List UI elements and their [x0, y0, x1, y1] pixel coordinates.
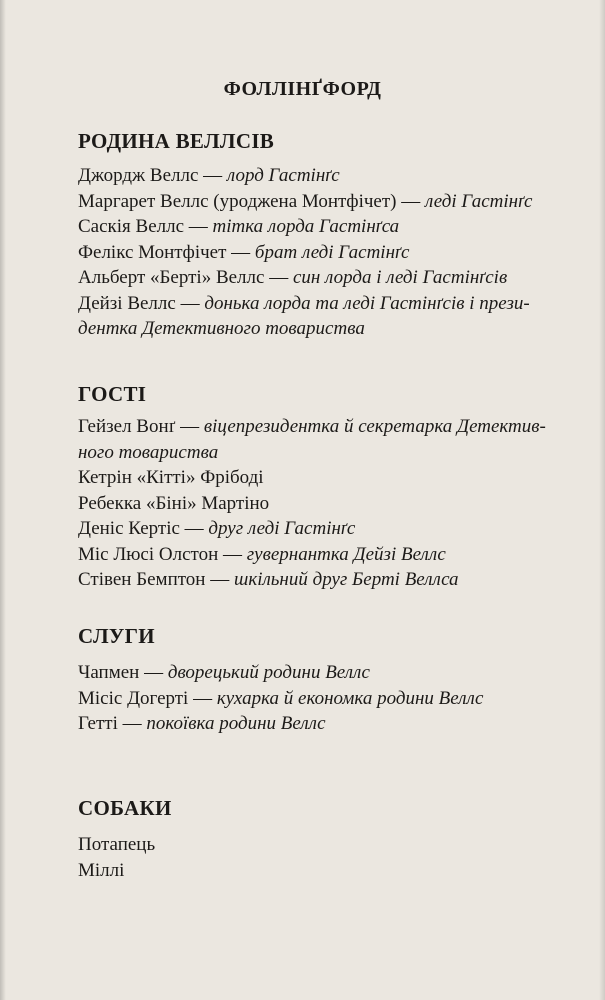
- character-name: Саскія Веллс —: [78, 216, 213, 237]
- list-item: [78, 291, 578, 317]
- list-item: [78, 542, 578, 568]
- section-heading-dogs: СОБАКИ: [78, 796, 172, 820]
- list-item: [78, 214, 578, 240]
- character-name: Маргарет Веллс (уроджена Монтфічет) —: [78, 190, 426, 212]
- section-servants: [78, 623, 578, 737]
- list-item: [78, 491, 578, 517]
- section-family: [78, 128, 578, 342]
- dogs-list: [78, 832, 578, 883]
- character-role: дворецький родини Веллс: [167, 662, 370, 683]
- character-name: Кетрін «Кітті» Фрібоді: [78, 467, 264, 488]
- character-role: гувернантка Дейзі Веллс: [246, 543, 446, 565]
- character-role: покоївка родини Веллс: [146, 713, 326, 734]
- page-left-edge-shadow: [0, 0, 6, 1000]
- character-name: Джордж Веллс —: [78, 165, 227, 186]
- character-role: віцепрезидентка й секретарка Детектив-: [203, 416, 546, 437]
- character-role: брат леді Гастінґс: [254, 241, 410, 263]
- page-right-edge-shadow: [599, 0, 605, 1000]
- list-item: [78, 265, 578, 291]
- character-role: лорд Гастінґс: [226, 165, 340, 186]
- family-list: [78, 163, 578, 342]
- section-heading-guests: ГОСТІ: [78, 382, 147, 406]
- list-item: [78, 686, 578, 712]
- character-name: Стівен Бемптон —: [78, 569, 234, 590]
- character-name: Фелікс Монтфічет —: [78, 241, 255, 263]
- character-role: дентка Детективного товариства: [78, 318, 365, 339]
- character-name: Міс Люсі Олстон —: [78, 543, 247, 565]
- character-role: леді Гастінґс: [425, 190, 533, 212]
- list-item: [78, 414, 578, 440]
- section-dogs: [78, 795, 578, 883]
- character-role: син лорда і леді Гастінґсів: [292, 267, 508, 288]
- list-item: [78, 660, 578, 686]
- servants-list: [78, 660, 578, 737]
- section-guests: [78, 381, 578, 593]
- character-role: донька лорда та леді Гастінґсів і прези-: [204, 292, 530, 314]
- list-item: [78, 240, 578, 266]
- list-item: [78, 516, 578, 542]
- character-name: Ребекка «Біні» Мартіно: [78, 492, 270, 514]
- character-name: Деніс Кертіс —: [78, 518, 209, 539]
- section-heading-family: РОДИНА ВЕЛЛСІВ: [78, 129, 275, 153]
- character-role: ного товариства: [78, 441, 219, 463]
- dog-name: Міллі: [78, 859, 125, 881]
- list-item: [78, 832, 578, 858]
- character-name: Дейзі Веллс —: [78, 292, 205, 314]
- guests-list: [78, 414, 578, 593]
- list-item-continuation: [78, 440, 578, 466]
- character-name: Гейзел Вонґ —: [78, 416, 204, 437]
- list-item: [78, 858, 578, 884]
- list-item-continuation: [78, 316, 578, 342]
- character-name: Альберт «Берті» Веллс —: [78, 267, 293, 288]
- section-heading-servants: СЛУГИ: [78, 624, 155, 648]
- character-role: шкільний друг Берті Веллса: [233, 569, 459, 590]
- character-name: Чапмен —: [78, 662, 168, 683]
- character-name: Місіс Догерті —: [78, 687, 217, 709]
- list-item: [78, 567, 578, 593]
- list-item: [78, 711, 578, 737]
- list-item: [78, 465, 578, 491]
- list-item: [78, 163, 578, 189]
- list-item: [78, 189, 578, 215]
- character-role: друг леді Гастінґс: [208, 518, 356, 539]
- page-title: ФОЛЛІНҐФОРД: [223, 78, 382, 100]
- character-name: Гетті —: [78, 713, 147, 734]
- dog-name: Потапець: [78, 834, 156, 855]
- character-role: тітка лорда Гастінґса: [212, 216, 400, 237]
- character-role: кухарка й економка родини Веллс: [216, 687, 484, 709]
